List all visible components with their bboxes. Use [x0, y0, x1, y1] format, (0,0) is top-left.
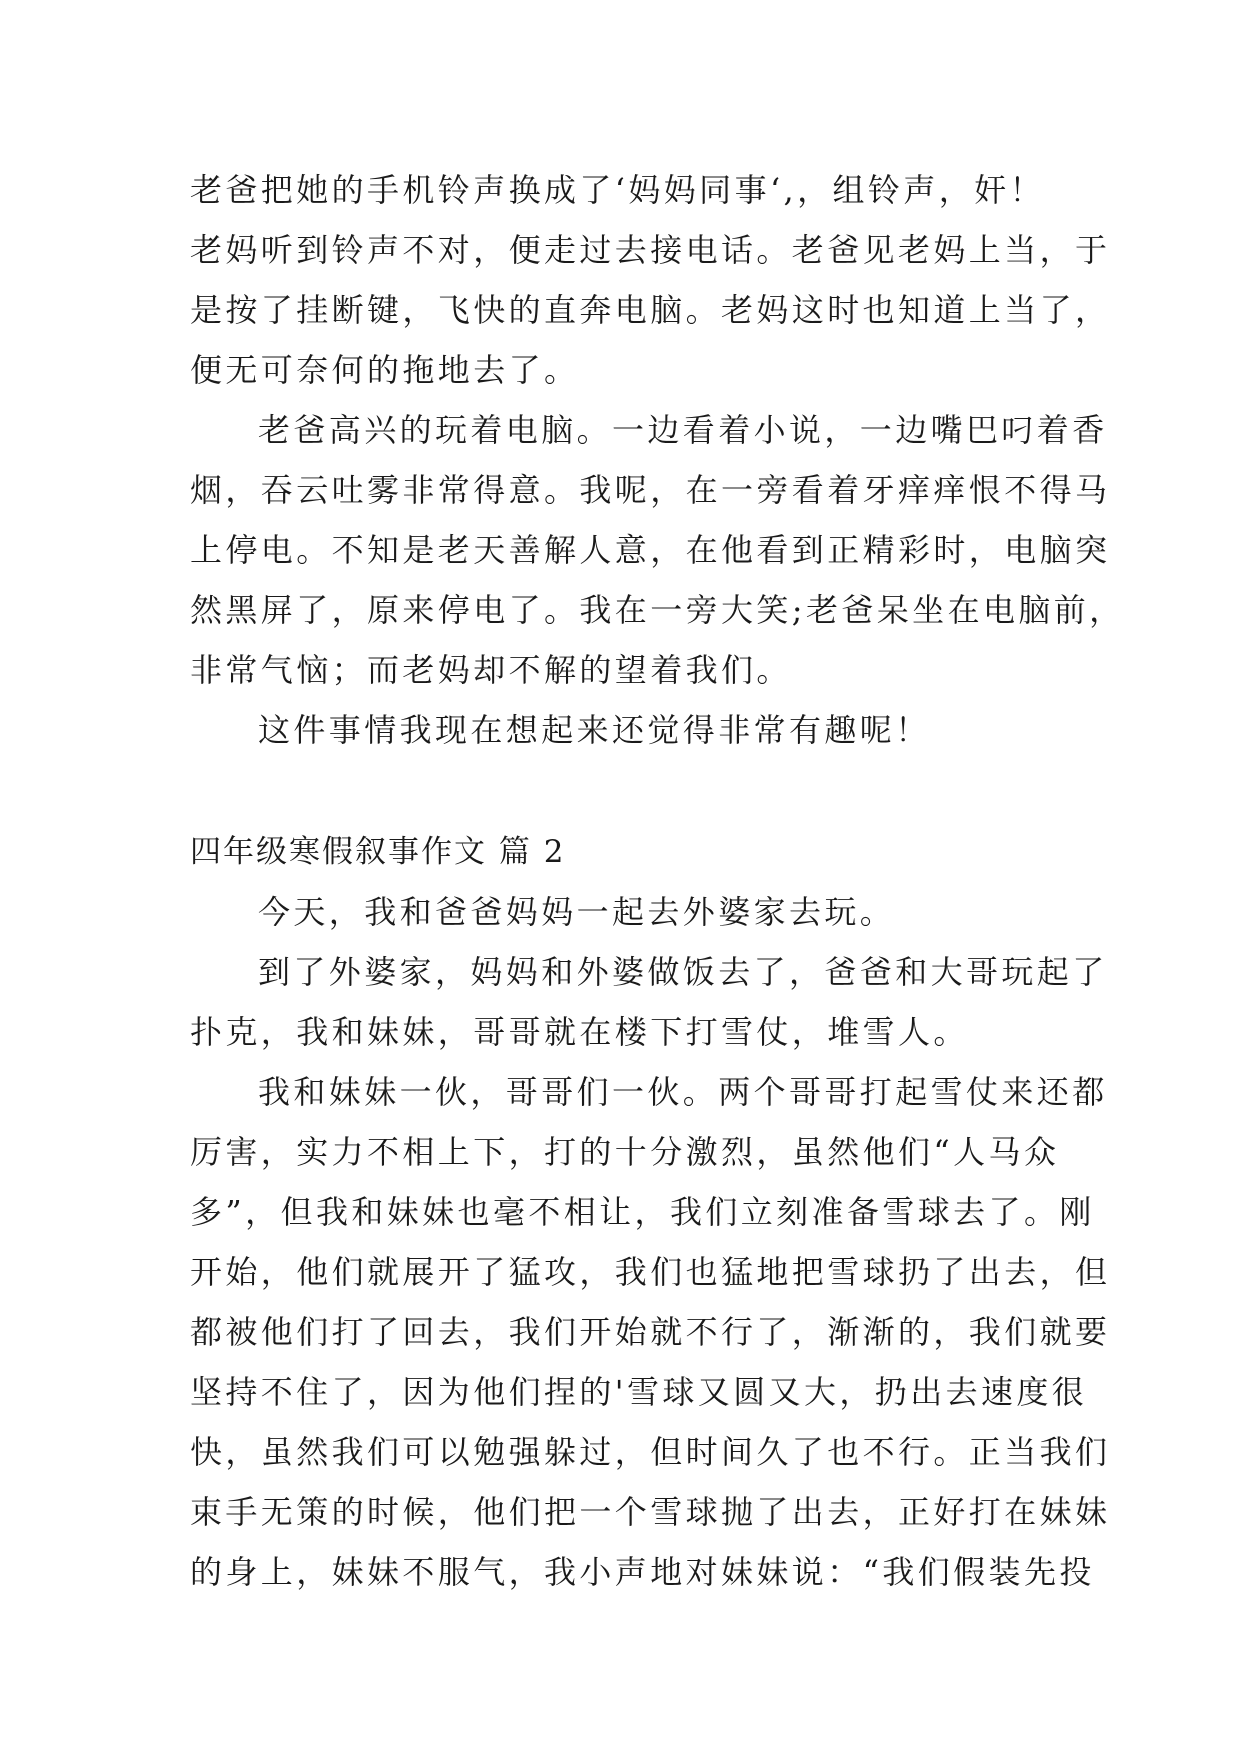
paragraph-line: 便无可奈何的拖地去了。	[190, 351, 580, 389]
paragraph-line: 今天，我和爸爸妈妈一起去外婆家去玩。	[258, 893, 896, 931]
paragraph-line: 然黑屏了，原来停电了。我在一旁大笑;老爸呆坐在电脑前，	[190, 591, 1125, 629]
paragraph-line: 非常气恼；而老妈却不解的望着我们。	[190, 651, 792, 689]
paragraph-line: 快，虽然我们可以勉强躲过，但时间久了也不行。正当我们	[190, 1433, 1111, 1471]
paragraph-line: 是按了挂断键，飞快的直奔电脑。老妈这时也知道上当了，	[190, 291, 1111, 329]
document-page	[190, 160, 1125, 1602]
paragraph-line: 老爸把她的手机铃声换成了‘妈妈同事‘,，组铃声，奸！	[190, 171, 1045, 209]
paragraph-line: 多”，但我和妹妹也毫不相让，我们立刻准备雪球去了。刚	[190, 1193, 1095, 1231]
paragraph-line: 老爸高兴的玩着电脑。一边看着小说，一边嘴巴叼着香	[258, 411, 1108, 449]
paragraph-line: 开始，他们就展开了猛攻，我们也猛地把雪球扔了出去，但	[190, 1253, 1111, 1291]
paragraph-line: 都被他们打了回去，我们开始就不行了，渐渐的，我们就要	[190, 1313, 1111, 1351]
paragraph-line: 厉害，实力不相上下，打的十分激烈，虽然他们“人马众	[190, 1133, 1060, 1171]
paragraph-line: 束手无策的时候，他们把一个雪球抛了出去，正好打在妹妹	[190, 1493, 1111, 1531]
paragraph-line: 老妈听到铃声不对，便走过去接电话。老爸见老妈上当，于	[190, 231, 1111, 269]
section-heading: 四年级寒假叙事作文 篇 2	[190, 834, 566, 870]
section-1	[190, 160, 1125, 760]
paragraph-line: 这件事情我现在想起来还觉得非常有趣呢！	[258, 711, 931, 749]
section-2	[190, 822, 1111, 1602]
paragraph-line: 上停电。不知是老天善解人意，在他看到正精彩时，电脑突	[190, 531, 1111, 569]
section-spacer	[190, 760, 1060, 822]
paragraph-line: 扑克，我和妹妹，哥哥就在楼下打雪仗，堆雪人。	[190, 1013, 969, 1051]
paragraph-line: 的身上，妹妹不服气，我小声地对妹妹说：“我们假装先投	[190, 1553, 1095, 1591]
paragraph-line: 坚持不住了，因为他们捏的'雪球又圆又大，扔出去速度很	[190, 1373, 1088, 1411]
paragraph-line: 我和妹妹一伙，哥哥们一伙。两个哥哥打起雪仗来还都	[258, 1073, 1108, 1111]
paragraph-line: 到了外婆家，妈妈和外婆做饭去了，爸爸和大哥玩起了	[258, 953, 1108, 991]
paragraph-line: 烟，吞云吐雾非常得意。我呢，在一旁看着牙痒痒恨不得马	[190, 471, 1111, 509]
